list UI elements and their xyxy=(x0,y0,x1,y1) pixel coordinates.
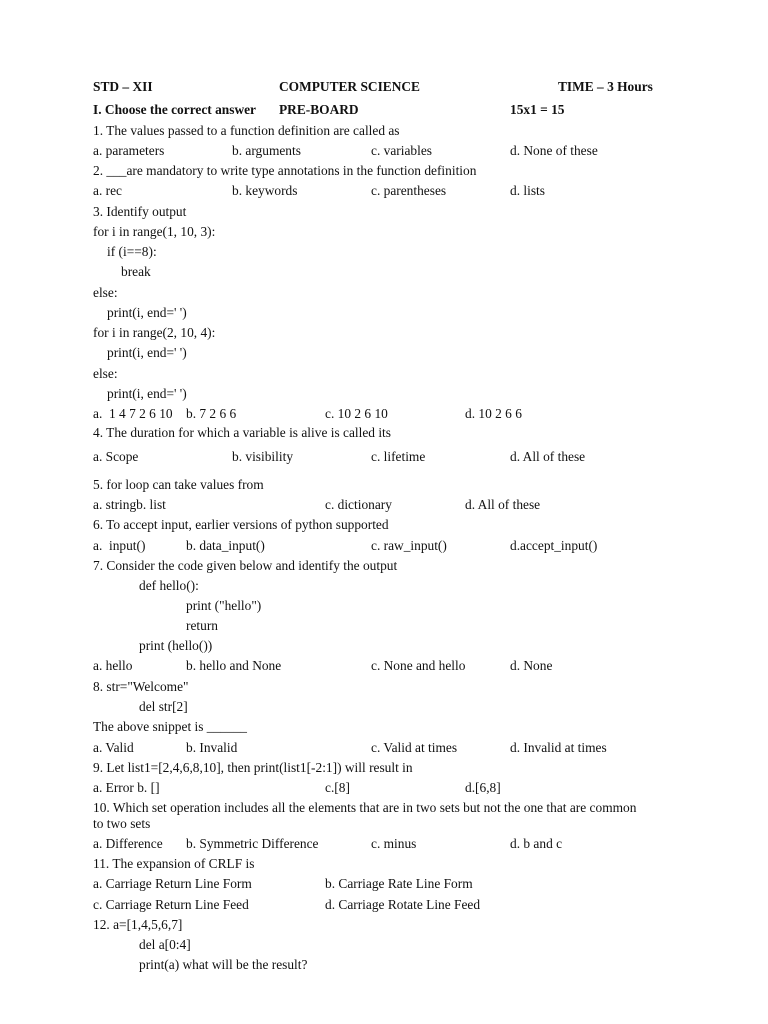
q5-option-ab: a. stringb. list xyxy=(93,497,166,512)
q2-option-d: d. lists xyxy=(510,183,545,198)
q3-code-line: else: xyxy=(93,366,118,381)
q2-option-c: c. parentheses xyxy=(371,183,447,198)
q3-option-d: d. 10 2 6 6 xyxy=(465,406,522,421)
question-3: 3. Identify output xyxy=(93,204,187,219)
q8-option-c: c. Valid at times xyxy=(371,740,458,755)
q10-option-a: a. Difference xyxy=(93,836,163,851)
q2-option-b: b. keywords xyxy=(232,183,298,198)
q7-option-d: d. None xyxy=(510,658,553,673)
exam-name: PRE-BOARD xyxy=(279,102,359,117)
q10-option-d: d. b and c xyxy=(510,836,563,851)
q7-option-a: a. hello xyxy=(93,658,133,673)
question-11: 11. The expansion of CRLF is xyxy=(93,856,255,871)
time-label: TIME – 3 Hours xyxy=(558,79,653,94)
q3-option-b: b. 7 2 6 6 xyxy=(186,406,237,421)
q2-option-a: a. rec xyxy=(93,183,122,198)
q11-option-a: a. Carriage Return Line Form xyxy=(93,876,252,891)
q9-option-d: d.[6,8] xyxy=(465,780,501,795)
q12-code-line: del a[0:4] xyxy=(139,937,191,952)
q9-option-c: c.[8] xyxy=(325,780,350,795)
q8-option-a: a. Valid xyxy=(93,740,134,755)
q12-code-line: print(a) what will be the result? xyxy=(139,957,308,972)
question-4: 4. The duration for which a variable is alive is called its xyxy=(93,425,391,440)
q4-option-a: a. Scope xyxy=(93,449,139,464)
q4-option-d: d. All of these xyxy=(510,449,586,464)
question-8: 8. str="Welcome" xyxy=(93,679,189,694)
q8-prompt: The above snippet is ______ xyxy=(93,719,247,734)
question-5: 5. for loop can take values from xyxy=(93,477,264,492)
q6-option-b: b. data_input() xyxy=(186,538,265,553)
q1-option-b: b. arguments xyxy=(232,143,301,158)
q7-option-c: c. None and hello xyxy=(371,658,466,673)
marks-label: 15x1 = 15 xyxy=(510,102,565,117)
question-2: 2. ___are mandatory to write type annotations in the function definition xyxy=(93,163,477,178)
question-7: 7. Consider the code given below and identify the output xyxy=(93,558,398,573)
q8-code-line: del str[2] xyxy=(139,699,188,714)
std-label: STD – XII xyxy=(93,79,153,94)
q6-option-a: a. input() xyxy=(93,538,146,553)
q3-code-line: if (i==8): xyxy=(107,244,157,259)
q8-option-b: b. Invalid xyxy=(186,740,238,755)
q5-option-c: c. dictionary xyxy=(325,497,392,512)
question-6: 6. To accept input, earlier versions of python supported xyxy=(93,517,389,532)
question-10-cont: to two sets xyxy=(93,816,151,831)
q11-option-d: d. Carriage Rotate Line Feed xyxy=(325,897,481,912)
q4-option-c: c. lifetime xyxy=(371,449,426,464)
q1-option-d: d. None of these xyxy=(510,143,598,158)
question-12: 12. a=[1,4,5,6,7] xyxy=(93,917,183,932)
q3-code-line: for i in range(1, 10, 3): xyxy=(93,224,216,239)
q3-code-line: for i in range(2, 10, 4): xyxy=(93,325,216,340)
q10-option-c: c. minus xyxy=(371,836,417,851)
q1-option-a: a. parameters xyxy=(93,143,165,158)
q3-code-line: break xyxy=(121,264,151,279)
q3-code-line: print(i, end=' ') xyxy=(107,305,187,320)
q3-code-line: print(i, end=' ') xyxy=(107,386,187,401)
question-10: 10. Which set operation includes all the elements that are in two sets but not the one that are common xyxy=(93,800,637,815)
q6-option-c: c. raw_input() xyxy=(371,538,447,553)
q3-code-line: else: xyxy=(93,285,118,300)
q6-option-d: d.accept_input() xyxy=(510,538,598,553)
q3-option-a: a. 1 4 7 2 6 10 xyxy=(93,406,173,421)
q3-code-line: print(i, end=' ') xyxy=(107,345,187,360)
q7-code-line: def hello(): xyxy=(139,578,199,593)
q8-option-d: d. Invalid at times xyxy=(510,740,607,755)
q4-option-b: b. visibility xyxy=(232,449,294,464)
q11-option-c: c. Carriage Return Line Feed xyxy=(93,897,249,912)
q11-option-b: b. Carriage Rate Line Form xyxy=(325,876,473,891)
q7-code-line: print (hello()) xyxy=(139,638,213,653)
q3-option-c: c. 10 2 6 10 xyxy=(325,406,388,421)
section-heading: I. Choose the correct answer xyxy=(93,102,257,117)
q1-option-c: c. variables xyxy=(371,143,432,158)
q9-option-ab: a. Error b. [] xyxy=(93,780,160,795)
q10-option-b: b. Symmetric Difference xyxy=(186,836,319,851)
q7-option-b: b. hello and None xyxy=(186,658,282,673)
q7-code-line: print ("hello") xyxy=(186,598,262,613)
q7-code-line: return xyxy=(186,618,218,633)
q5-option-d: d. All of these xyxy=(465,497,541,512)
question-9: 9. Let list1=[2,4,6,8,10], then print(list1[-2:1]) will result in xyxy=(93,760,413,775)
subject-title: COMPUTER SCIENCE xyxy=(279,79,420,94)
question-1: 1. The values passed to a function definition are called as xyxy=(93,123,400,138)
